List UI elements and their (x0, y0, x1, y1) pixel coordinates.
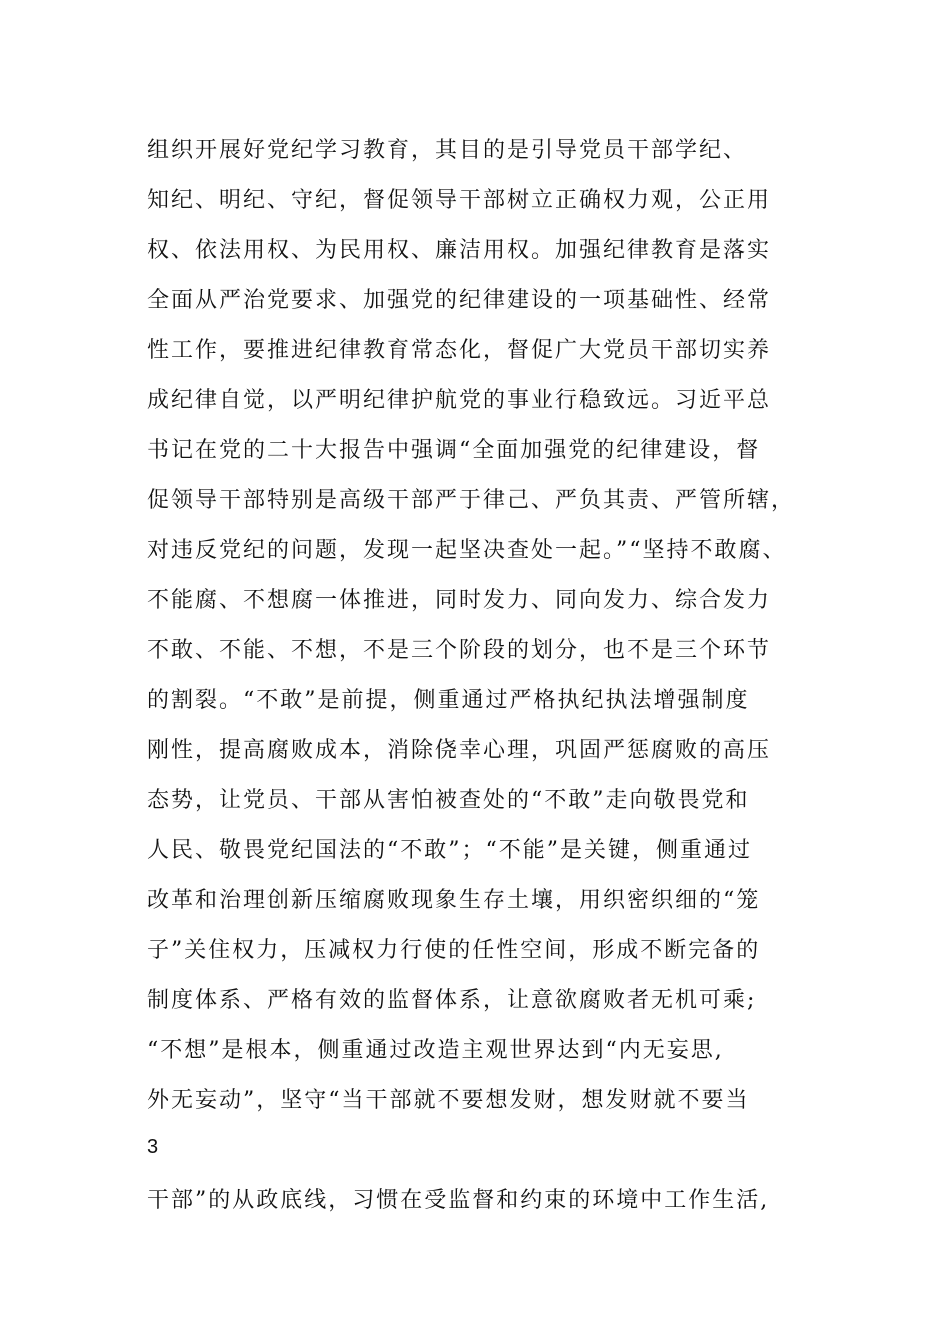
text-line: 性工作，要推进纪律教育常态化，督促广大党员干部切实养 (147, 338, 772, 363)
text-line: 刚性，提高腐败成本，消除侥幸心理，巩固严惩腐败的高压 (147, 738, 772, 763)
text-line: 制度体系、严格有效的监督体系，让意欲腐败者无机可乘; (147, 988, 757, 1013)
text-line: 不敢、不能、不想，不是三个阶段的划分，也不是三个环节 (147, 638, 772, 663)
text-line: 书记在党的二十大报告中强调“全面加强党的纪律建设，督 (147, 438, 761, 463)
text-line: 成纪律自觉，以严明纪律护航党的事业行稳致远。习近平总 (147, 388, 772, 413)
page-number: 3 (147, 1136, 159, 1158)
text-line: 不能腐、不想腐一体推进，同时发力、同向发力、综合发力 (147, 588, 772, 613)
text-line: 改革和治理创新压缩腐败现象生存土壤，用织密织细的“笼 (147, 888, 761, 913)
text-line: 的割裂。“不敢”是前提，侧重通过严格执纪执法增强制度 (147, 688, 750, 713)
text-line: “不想”是根本，侧重通过改造主观世界达到“内无妄思, (147, 1038, 724, 1063)
text-line: 人民、敬畏党纪国法的“不敢”；“不能”是关键，侧重通过 (147, 838, 752, 863)
text-line: 组织开展好党纪学习教育，其目的是引导党员干部学纪、 (147, 138, 748, 163)
text-line: 态势，让党员、干部从害怕被查处的“不敢”走向敬畏党和 (147, 788, 750, 813)
text-line: 全面从严治党要求、加强党的纪律建设的一项基础性、经常 (147, 288, 772, 313)
text-line: 对违反党纪的问题，发现一起坚决查处一起。”“坚持不敢腐、 (147, 538, 787, 563)
text-line: 外无妄动”，坚守“当干部就不要想发财，想发财就不要当 (147, 1088, 750, 1113)
text-line: 子”关住权力，压减权力行使的任性空间，形成不断完备的 (147, 938, 761, 963)
text-line: 知纪、明纪、守纪，督促领导干部树立正确权力观，公正用 (147, 188, 772, 213)
text-line: 促领导干部特别是高级干部严于律己、严负其责、严管所辖， (147, 488, 796, 513)
text-line: 权、依法用权、为民用权、廉洁用权。加强纪律教育是落实 (147, 238, 772, 263)
text-line: 干部”的从政底线，习惯在受监督和约束的环境中工作生活, (147, 1188, 770, 1213)
